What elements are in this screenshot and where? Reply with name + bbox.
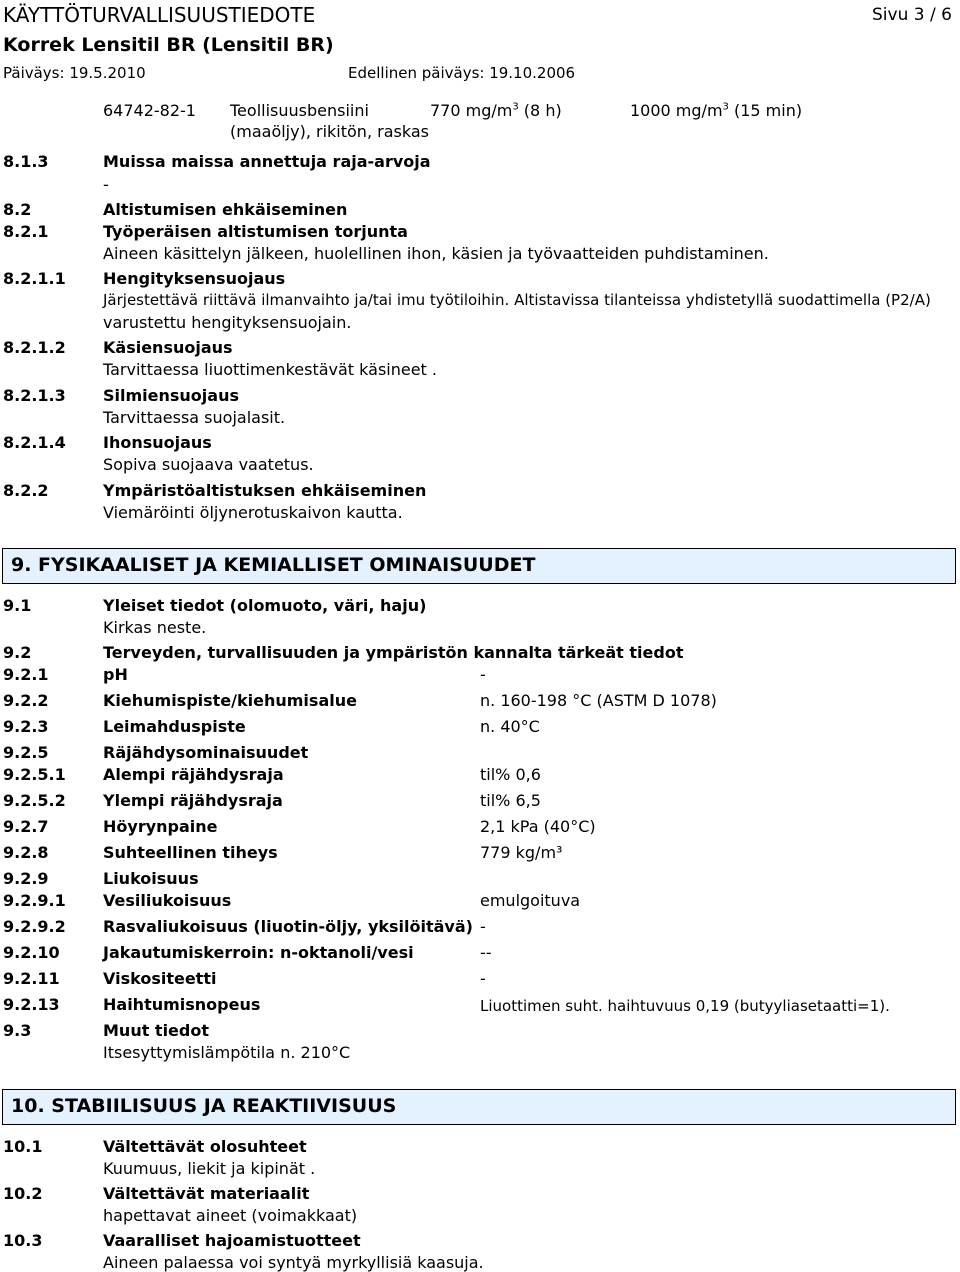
section-heading: Ihonsuojaus bbox=[103, 433, 212, 452]
property-label: Jakautumiskerroin: n-oktanoli/vesi bbox=[103, 943, 414, 962]
property-label: pH bbox=[103, 665, 128, 684]
property-label: Viskositeetti bbox=[103, 969, 217, 988]
previous-date: Edellinen päiväys: 19.10.2006 bbox=[348, 64, 576, 82]
section-heading: Yleiset tiedot (olomuoto, väri, haju) bbox=[103, 596, 427, 615]
section-number: 10.1 bbox=[3, 1137, 43, 1156]
cas-number: 64742-82-1 bbox=[103, 101, 196, 120]
property-number: 9.2.11 bbox=[3, 969, 60, 988]
property-label: Räjähdysominaisuudet bbox=[103, 743, 309, 762]
date: Päiväys: 19.5.2010 bbox=[3, 64, 146, 82]
section-number: 9.3 bbox=[3, 1021, 32, 1040]
section-text: Tarvittaessa liuottimenkestävät käsineet . bbox=[103, 360, 437, 379]
section-heading: Ympäristöaltistuksen ehkäiseminen bbox=[103, 481, 427, 500]
property-value: - bbox=[480, 969, 486, 988]
section-number: 8.2.1.4 bbox=[3, 433, 66, 452]
section-text: Sopiva suojaava vaatetus. bbox=[103, 455, 314, 474]
property-value: 2,1 kPa (40°C) bbox=[480, 817, 596, 836]
section-text: Viemäröinti öljynerotuskaivon kautta. bbox=[103, 503, 403, 522]
section-number: 8.2.1.3 bbox=[3, 386, 66, 405]
section-heading: Vaaralliset hajoamistuotteet bbox=[103, 1231, 361, 1250]
property-value: -- bbox=[480, 943, 492, 962]
section-heading: Altistumisen ehkäiseminen bbox=[103, 200, 348, 219]
limit-value-15min: 1000 $mg/m^3$ (15 min) bbox=[630, 101, 803, 120]
section-text: hapettavat aineet (voimakkaat) bbox=[103, 1206, 358, 1225]
property-label: Kiehumispiste/kiehumisalue bbox=[103, 691, 357, 710]
property-number: 9.2.5.2 bbox=[3, 791, 66, 810]
section-heading: Muissa maissa annettuja raja-arvoja bbox=[103, 152, 431, 171]
section-number: 8.2.1.1 bbox=[3, 269, 66, 288]
section-number: 8.1.3 bbox=[3, 152, 49, 171]
property-value: emulgoituva bbox=[480, 891, 581, 910]
section-number: 8.2.1.2 bbox=[3, 338, 66, 357]
property-number: 9.2.10 bbox=[3, 943, 60, 962]
property-label: Leimahduspiste bbox=[103, 717, 246, 736]
property-label: Liukoisuus bbox=[103, 869, 199, 888]
section-text: Kuumuus, liekit ja kipinät . bbox=[103, 1159, 316, 1178]
section-9-title: 9. FYSIKAALISET JA KEMIALLISET OMINAISUUDET bbox=[11, 554, 536, 576]
property-label: Suhteellinen tiheys bbox=[103, 843, 278, 862]
property-value: Liuottimen suht. haihtuvuus 0,19 (butyyliasetaatti=1). bbox=[480, 997, 890, 1015]
section-10-header bbox=[2, 1089, 956, 1125]
section-heading: Vältettävät materiaalit bbox=[103, 1184, 310, 1203]
property-number: 9.2.3 bbox=[3, 717, 49, 736]
property-number: 9.2.9 bbox=[3, 869, 49, 888]
section-text: varustettu hengityksensuojain. bbox=[103, 313, 352, 332]
section-heading: Työperäisen altistumisen torjunta bbox=[103, 222, 408, 241]
section-9-header bbox=[2, 548, 956, 584]
section-heading: Hengityksensuojaus bbox=[103, 269, 286, 288]
section-number: 8.2.1 bbox=[3, 222, 49, 241]
property-label: Haihtumisnopeus bbox=[103, 995, 261, 1014]
section-text: Kirkas neste. bbox=[103, 618, 207, 637]
property-number: 9.2.2 bbox=[3, 691, 49, 710]
section-number: 10.3 bbox=[3, 1231, 43, 1250]
section-number: 8.2 bbox=[3, 200, 32, 219]
property-number: 9.2.8 bbox=[3, 843, 49, 862]
section-heading: Muut tiedot bbox=[103, 1021, 209, 1040]
substance-name-line2: (maaöljy), rikitön, raskas bbox=[230, 122, 429, 141]
property-value: n. 160-198 °C (ASTM D 1078) bbox=[480, 691, 717, 710]
section-text: Järjestettävä riittävä ilmanvaihto ja/tai imu työtiloihin. Altistavissa tilanteissa yhdistetyllä suodattimella (P2/A) bbox=[103, 291, 931, 309]
document-type: KÄYTTÖTURVALLISUUSTIEDOTE bbox=[3, 3, 316, 27]
property-value: til% 0,6 bbox=[480, 765, 541, 784]
section-text: Tarvittaessa suojalasit. bbox=[103, 408, 286, 427]
section-heading: Terveyden, turvallisuuden ja ympäristön kannalta tärkeät tiedot bbox=[103, 643, 684, 662]
property-number: 9.2.5 bbox=[3, 743, 49, 762]
property-label: Vesiliukoisuus bbox=[103, 891, 232, 910]
section-heading: Silmiensuojaus bbox=[103, 386, 239, 405]
property-number: 9.2.9.1 bbox=[3, 891, 66, 910]
substance-name-line1: Teollisuusbensiini bbox=[230, 101, 369, 120]
property-value: - bbox=[480, 665, 486, 684]
property-label: Rasvaliukoisuus (liuotin-öljy, yksilöitävä) bbox=[103, 917, 473, 936]
property-number: 9.2.13 bbox=[3, 995, 60, 1014]
section-heading: Vältettävät olosuhteet bbox=[103, 1137, 307, 1156]
property-number: 9.2.7 bbox=[3, 817, 49, 836]
section-number: 9.2 bbox=[3, 643, 32, 662]
property-value: n. 40°C bbox=[480, 717, 540, 736]
property-value: - bbox=[480, 917, 486, 936]
section-text: - bbox=[103, 175, 109, 194]
section-number: 9.1 bbox=[3, 596, 32, 615]
property-value: 779 kg/m³ bbox=[480, 843, 563, 862]
limit-value-8h: 770 $mg/m^3$ (8 h) bbox=[430, 101, 562, 120]
property-value: til% 6,5 bbox=[480, 791, 541, 810]
section-text: Itsesyttymislämpötila n. 210°C bbox=[103, 1043, 351, 1062]
property-label: Ylempi räjähdysraja bbox=[103, 791, 283, 810]
section-heading: Käsiensuojaus bbox=[103, 338, 233, 357]
section-text: Aineen käsittelyn jälkeen, huolellinen ihon, käsien ja työvaatteiden puhdistaminen. bbox=[103, 244, 769, 263]
section-text: Aineen palaessa voi syntyä myrkyllisiä kaasuja. bbox=[103, 1253, 484, 1272]
property-label: Alempi räjähdysraja bbox=[103, 765, 284, 784]
section-number: 8.2.2 bbox=[3, 481, 49, 500]
property-number: 9.2.1 bbox=[3, 665, 49, 684]
product-name: Korrek Lensitil BR (Lensitil BR) bbox=[3, 34, 334, 56]
property-number: 9.2.9.2 bbox=[3, 917, 66, 936]
property-label: Höyrynpaine bbox=[103, 817, 218, 836]
property-number: 9.2.5.1 bbox=[3, 765, 66, 784]
section-number: 10.2 bbox=[3, 1184, 43, 1203]
page-number: Sivu 3 / 6 bbox=[872, 5, 952, 25]
section-10-title: 10. STABIILISUUS JA REAKTIIVISUUS bbox=[11, 1095, 397, 1117]
